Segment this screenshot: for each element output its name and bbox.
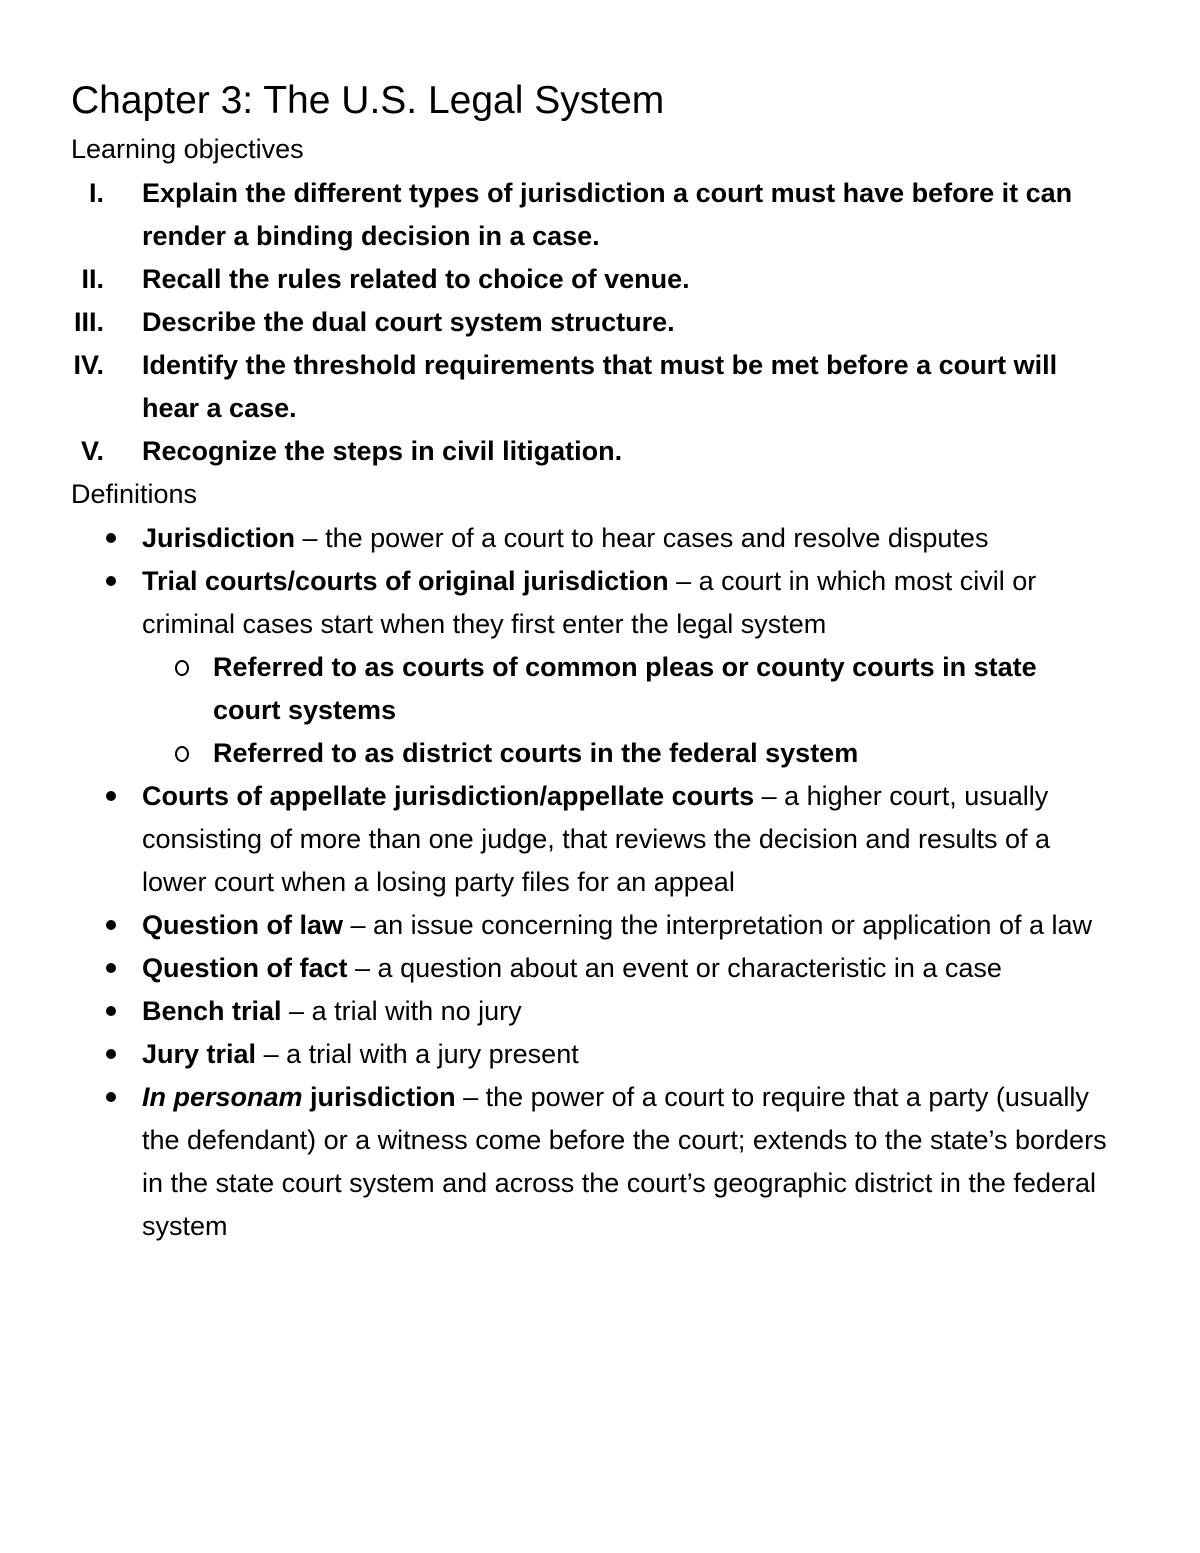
definition-sub-text: Referred to as district courts in the federal system [213,738,859,768]
definition-separator: – [668,566,699,596]
objective-text: Identify the threshold requirements that must be met before a court will hear a case. [142,350,1058,423]
objective-item [0,344,1112,430]
definition-separator: – [347,953,378,983]
definition-term: jurisdiction [302,1082,456,1112]
definition-item [0,904,1112,947]
bullet-icon [106,576,116,586]
objective-item [0,301,1112,344]
definition-text: an issue concerning the interpretation or application of a law [373,910,1092,940]
bullet-icon [106,1049,116,1059]
learning-objectives-heading: Learning objectives [71,134,304,164]
circle-bullet-icon [175,660,189,676]
definition-term: Jury trial [142,1039,257,1069]
learning-objectives-list [0,172,1200,473]
bullet-icon [106,791,116,801]
definition-item [0,1033,1112,1076]
definition-term-italic: In personam [142,1082,303,1112]
definition-item [0,517,1112,560]
definition-term: Jurisdiction [142,523,296,553]
definition-separator: – [455,1082,486,1112]
definition-sub-item [142,732,1093,775]
definition-term: Trial courts/courts of original jurisdiction [142,566,669,596]
definitions-heading: Definitions [71,479,198,509]
definition-separator: – [754,781,785,811]
objective-text: Recall the rules related to choice of venue. [142,264,690,294]
objective-number: III. [73,307,104,337]
definition-separator: – [343,910,374,940]
definition-term: Question of law [142,910,344,940]
bullet-icon [106,963,116,973]
bullet-icon [106,533,116,543]
definition-item [0,1076,1112,1248]
definition-sub-text: Referred to as courts of common pleas or county courts in state court systems [213,652,1037,725]
definition-separator: – [256,1039,287,1069]
definition-text: the power of a court to require that a party (usually the defendant) or a witness come before the court; extends to the state’s borders in the state court system and across the court’s geographic district in the federal system [142,1082,1107,1241]
definition-text: a court in which most civil or criminal cases start when they first enter the legal system [142,566,1037,639]
page-title: Chapter 3: The U.S. Legal System [71,79,665,122]
definition-separator: – [295,523,326,553]
definition-term: Courts of appellate jurisdiction/appellate courts [142,781,755,811]
definition-item [0,990,1112,1033]
definition-item [0,775,1112,904]
objective-number: V. [80,436,104,466]
definitions-list [0,517,1200,1248]
definition-term: Question of fact [142,953,348,983]
definition-text: the power of a court to hear cases and resolve disputes [325,523,989,553]
definition-text: a trial with a jury present [286,1039,579,1069]
definition-item [0,947,1112,990]
definition-sub-list [142,646,1112,775]
bullet-icon [106,1006,116,1016]
objective-number: II. [81,264,104,294]
definition-sub-item [142,646,1093,732]
definition-separator: – [281,996,312,1026]
definition-item [0,560,1112,775]
objective-item [0,172,1112,258]
bullet-icon [106,1092,116,1102]
definition-text: a higher court, usually consisting of more than one judge, that reviews the decision and results of a lower court when a losing party files for an appeal [142,781,1051,897]
objective-text: Recognize the steps in civil litigation. [142,436,623,466]
definition-term: Bench trial [142,996,282,1026]
objective-text: Describe the dual court system structure. [142,307,675,337]
objective-number: IV. [73,350,104,380]
objective-text: Explain the different types of jurisdiction a court must have before it can render a binding decision in a case. [142,178,1073,251]
definition-text: a trial with no jury [311,996,522,1026]
bullet-icon [106,920,116,930]
circle-bullet-icon [175,746,189,762]
objective-item [0,430,1112,473]
objective-number: I. [88,178,104,208]
objective-item [0,258,1112,301]
definition-text: a question about an event or characteristic in a case [377,953,1002,983]
